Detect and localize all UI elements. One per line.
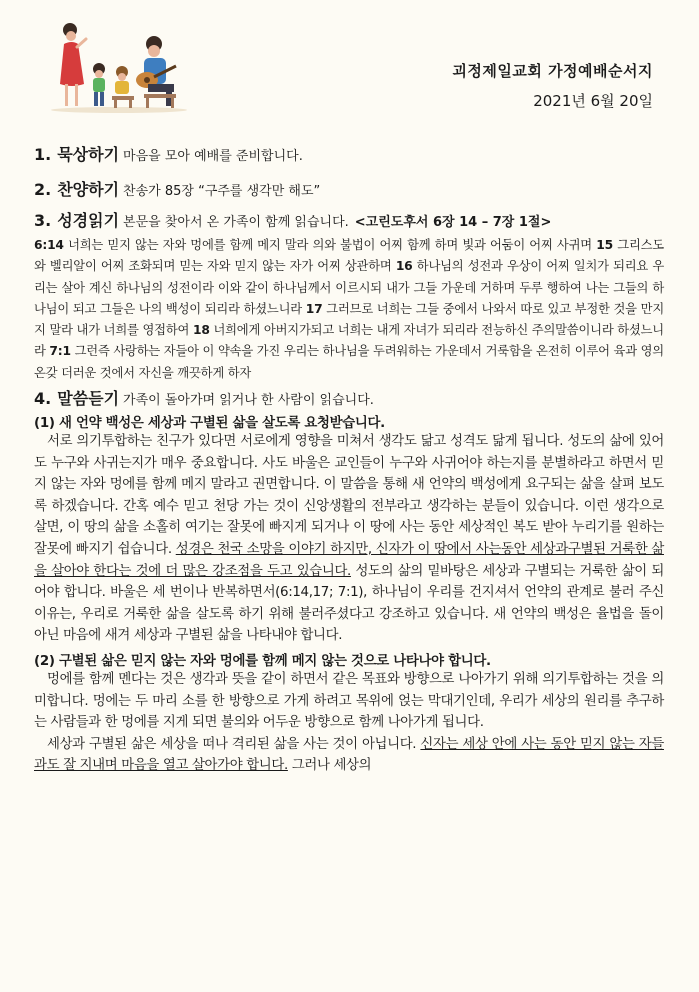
sermon-point-1-body bbox=[34, 431, 664, 647]
sermon-underlined-text: 성경은 천국 소망을 이야기 하지만, 신자가 이 땅에서 사는동안 세상과구별된 거룩한 삶을 살아야 한다는 것에 더 많은 강조점을 두고 있습니다. bbox=[34, 542, 664, 579]
step-description: 가족이 돌아가며 읽거나 한 사람이 읽습니다. bbox=[123, 393, 374, 409]
sermon-point-1-heading: (1) 새 언약 백성은 세상과 구별된 삶을 살도록 요청받습니다. bbox=[34, 416, 385, 432]
verse-number: 17 bbox=[305, 301, 323, 316]
sermon-text: 성도의 삶의 밑바탕은 세상과 구별되는 거룩한 삶이 되어야 합니다. 바울은 세 번이나 반복하면서(6:14,17; 7:1), 하나님이 우리를 건지셔서 언약의 관계로 불러 주신 이유는, 우리로 거룩한 삶을 살도록 하기 위해 불러주셨다고 강조하고 있습니다. 새 언약의 백성은 율법을 돌이 아닌 마음에 새겨 세상과 구별된 삶을 나타내야 합니다. bbox=[34, 563, 664, 644]
verse-text: 너희는 믿지 않는 자와 멍에를 함께 메지 말라 의와 불법이 어찌 함께 하며 빛과 어둠이 어찌 사귀며 bbox=[68, 238, 592, 252]
sermon-text: 그러나 세상의 bbox=[287, 758, 372, 774]
verse-text: 그리스도와 벨리알이 어찌 조화되며 믿는 자와 믿지 않는 자가 어찌 상관하며 bbox=[34, 238, 664, 274]
scripture-passage bbox=[34, 235, 664, 384]
church-title: 괴정제일교회 가정예배순서지 bbox=[452, 62, 653, 80]
family-music-illustration bbox=[44, 14, 194, 114]
sermon-point-2-body-cont bbox=[34, 734, 664, 777]
step-number: 4. bbox=[34, 389, 52, 409]
scripture-reference: <고린도후서 6장 14 – 7장 1절> bbox=[354, 215, 552, 230]
step-title: 찬양하기 bbox=[57, 180, 120, 199]
step-number: 1. bbox=[34, 145, 52, 164]
worship-date: 2021년 6월 20일 bbox=[533, 92, 653, 110]
sermon-point-2-heading: (2) 구별된 삶은 믿지 않는 자와 멍에를 함께 메지 않는 것으로 나타나야 합니다. bbox=[34, 654, 491, 670]
verse-number: 6:14 bbox=[34, 238, 64, 252]
step-title: 말씀듣기 bbox=[57, 389, 120, 409]
step-number: 3. bbox=[34, 211, 52, 230]
verse-number: 16 bbox=[395, 259, 413, 274]
verse-text: 너희에게 아버지가되고 너희는 내게 자녀가 되리라 전능하신 주의말씀이니라 하셨느니라 bbox=[34, 323, 664, 359]
sermon-text: 세상과 구별된 삶은 세상을 떠나 격리된 삶을 사는 것이 아닙니다. bbox=[47, 736, 417, 752]
verse-number: 15 bbox=[596, 238, 613, 252]
verse-text: 하나님의 성전과 우상이 어찌 일치가 되리요 우리는 살아 계신 하나님의 성전이라 이와 같이 하나님께서 이르시되 내가 그들 가운데 거하며 두루 행하여 나는 그들의 하나님이 되고 그들은 나의 백성이 되리라 하셨느니라 bbox=[34, 259, 665, 316]
verse-number: 18 bbox=[192, 323, 210, 338]
step-description: 본문을 찾아서 온 가족이 함께 읽습니다. bbox=[123, 215, 349, 230]
sermon-underlined-text: 신자는 세상 안에 사는 동안 믿지 않는 자들과도 잘 지내며 마음을 열고 살아가야 합니다. bbox=[34, 736, 664, 774]
step-description: 찬송가 85장 “구주를 생각만 해도” bbox=[123, 184, 321, 199]
step-description: 마음을 모아 예배를 준비합니다. bbox=[123, 149, 303, 164]
step-bible-reading bbox=[34, 208, 664, 231]
verse-text: 그런즉 사랑하는 자들아 이 약속을 가진 우리는 하나님을 두려워하는 가운데서 거룩함을 온전히 이루어 육과 영의 온갖 더러운 것에서 자신을 깨끗하게 하자 bbox=[34, 344, 664, 380]
verse-number: 7:1 bbox=[49, 344, 71, 359]
verse-text: 그러므로 너희는 그들 중에서 나와서 따로 있고 부정한 것을 만지지 말라 내가 너희를 영접하여 bbox=[34, 301, 664, 338]
step-meditation bbox=[34, 142, 664, 165]
step-title: 묵상하기 bbox=[57, 145, 120, 164]
step-number: 2. bbox=[34, 180, 52, 199]
step-praise bbox=[34, 177, 664, 200]
step-sermon bbox=[34, 386, 664, 409]
worship-order-content bbox=[34, 138, 664, 777]
step-title: 성경읽기 bbox=[57, 211, 120, 230]
sermon-text: 서로 의기투합하는 친구가 있다면 서로에게 영향을 미쳐서 생각도 닮고 성격도 닮게 됩니다. 성도의 삶에 있어도 누구와 사귀는지가 매우 중요합니다. 사도 바울은 교인들이 누구와 사귀어야 하는지를 분별하라고 하면서 믿지 않는 자와 멍에를 함께 메지 말라고 권면합니다. 이 말씀을 통해 새 언약의 백성에게 요구되는 삶을 살펴 보도록 하겠습니다. 간혹 예수 믿고 천당 가는 것이 신앙생활의 전부라고 생각하는 분들이 있습니다. 이런 생각으로 살면, 이 땅의 삶을 소홀히 여기는 잘못에 빠지게 되거나 이 땅에 사는 동안 세상적인 복도 받아 누리기를 원하는 잘못에 빠지기 쉽습니다. bbox=[34, 434, 664, 558]
sermon-point-2-body: 멍에를 함께 멘다는 것은 생각과 뜻을 같이 하면서 같은 목표와 방향으로 나아가기 위해 의기투합하는 것을 의미합니다. 멍에는 두 마리 소를 한 방향으로 가게 하려고 목위에 얹는 막대기인데, 우리가 세상의 원리를 추구하는 사람들과 한 멍에를 지게 되면 불의와 어두운 방향으로 함께 나아가게 됩니다. bbox=[34, 672, 664, 731]
